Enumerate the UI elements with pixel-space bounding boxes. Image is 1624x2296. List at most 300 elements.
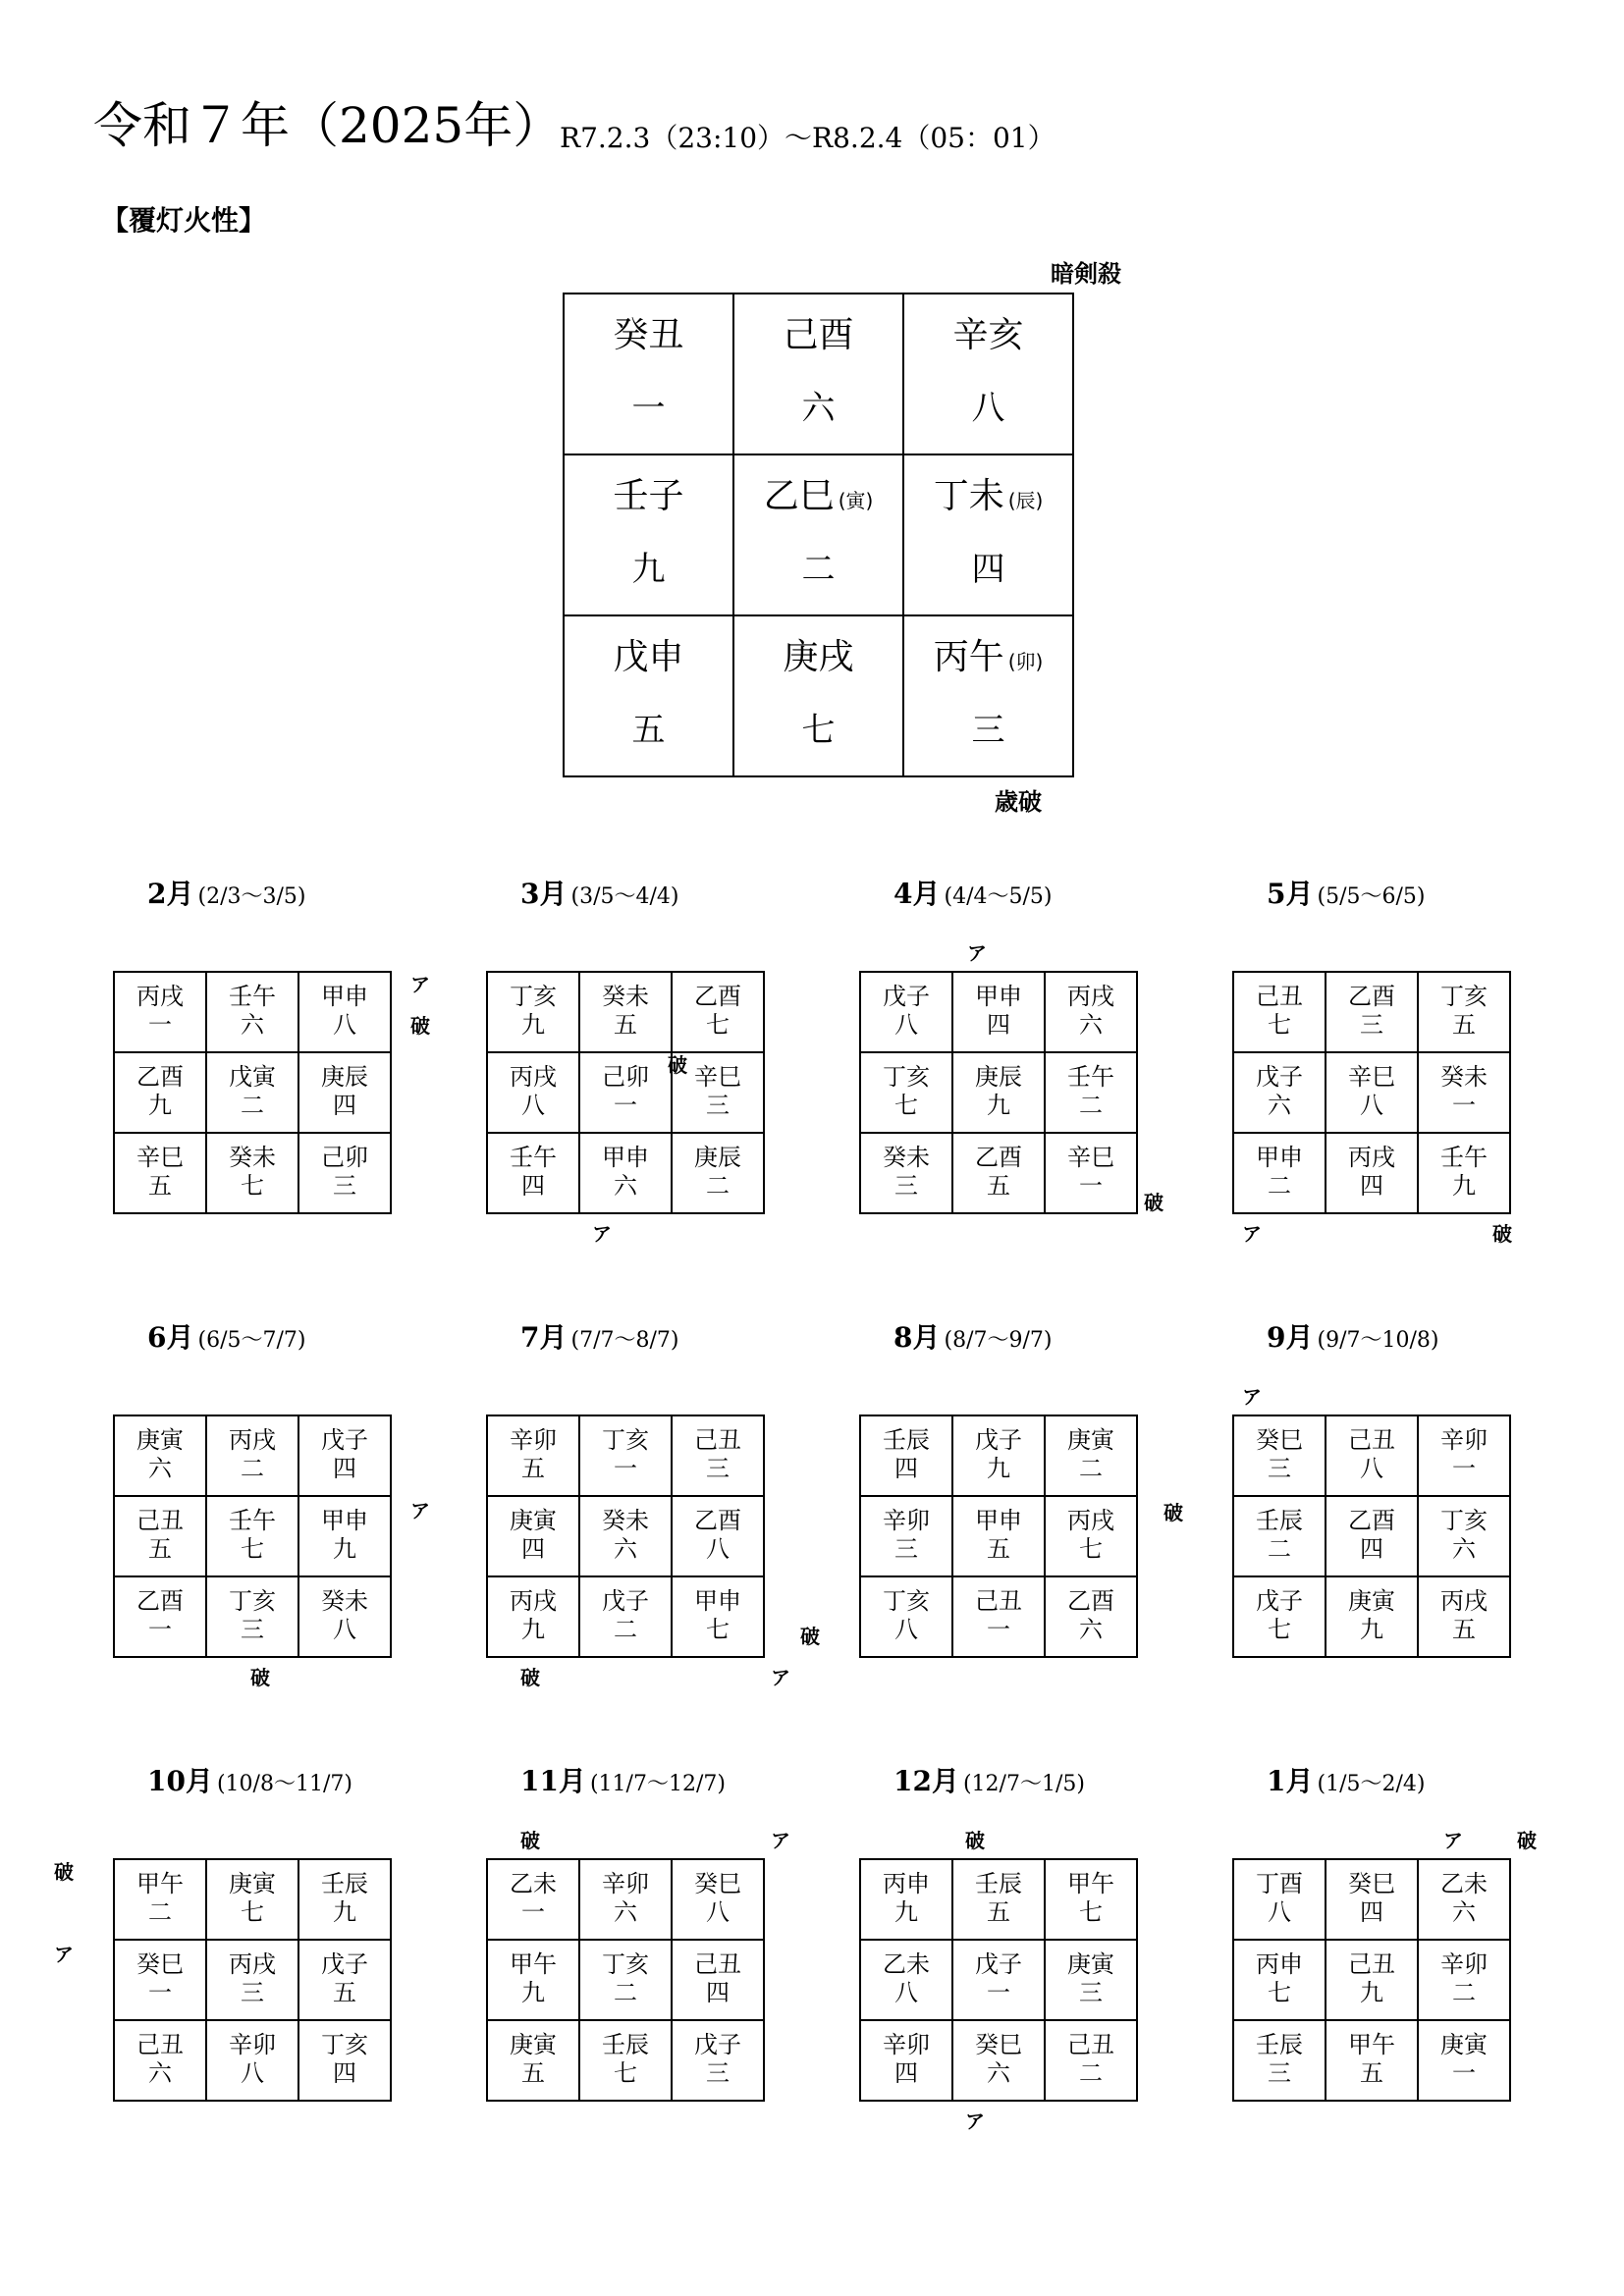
cell-stem: 庚寅 bbox=[1348, 1587, 1395, 1615]
month-cell bbox=[860, 1415, 952, 1496]
month-mark: 破 bbox=[250, 1666, 270, 1689]
annual-star: 五 bbox=[631, 711, 666, 751]
cell-star: 二 bbox=[1079, 2059, 1103, 2088]
month-grid bbox=[486, 1415, 765, 1658]
month-mark: ア bbox=[1242, 1222, 1262, 1246]
cell-stem: 丁亥 bbox=[321, 2031, 368, 2058]
month-cell bbox=[114, 1133, 206, 1213]
month-cell bbox=[1326, 1052, 1418, 1133]
cell-star: 三 bbox=[333, 1172, 356, 1201]
month-cell bbox=[579, 972, 672, 1052]
month-cell bbox=[1326, 972, 1418, 1052]
cell-star: 五 bbox=[1360, 2059, 1383, 2088]
cell-stem: 丁亥 bbox=[883, 1587, 930, 1615]
cell-stem: 甲午 bbox=[1067, 1870, 1114, 1897]
month-cell bbox=[206, 1052, 298, 1133]
month-row bbox=[487, 1415, 764, 1496]
cell-star: 四 bbox=[1360, 1535, 1383, 1564]
cell-stem: 甲申 bbox=[694, 1587, 741, 1615]
cell-star: 八 bbox=[894, 1011, 918, 1040]
annual-row bbox=[564, 454, 1073, 615]
cell-stem: 乙未 bbox=[883, 1950, 930, 1978]
month-row bbox=[114, 1576, 391, 1657]
month-cell bbox=[1045, 1415, 1137, 1496]
cell-stem: 戊子 bbox=[321, 1950, 368, 1978]
cell-stem: 庚辰 bbox=[694, 1144, 741, 1171]
cell-star: 六 bbox=[1079, 1011, 1103, 1040]
cell-star: 三 bbox=[241, 1616, 264, 1644]
month-cell bbox=[952, 1940, 1045, 2020]
month-cell bbox=[672, 1133, 764, 1213]
month-name: 1月 bbox=[1267, 1765, 1314, 1797]
cell-star: 九 bbox=[333, 1898, 356, 1927]
month-cell bbox=[1326, 1496, 1418, 1576]
month-mark: ア bbox=[771, 1829, 790, 1852]
month-row bbox=[860, 2020, 1137, 2101]
month-mark: ア bbox=[771, 1666, 790, 1689]
month-cell bbox=[860, 1133, 952, 1213]
month-mark: 破 bbox=[520, 1666, 540, 1689]
cell-star: 四 bbox=[894, 2059, 918, 2088]
month-cell bbox=[1233, 1859, 1326, 1940]
month-row bbox=[114, 1859, 391, 1940]
cell-star: 二 bbox=[1268, 1172, 1291, 1201]
month-block bbox=[447, 878, 820, 1246]
cell-stem: 壬午 bbox=[510, 1144, 557, 1171]
cell-stem: 丁亥 bbox=[1440, 983, 1488, 1010]
month-cell bbox=[1326, 1576, 1418, 1657]
cell-stem: 壬午 bbox=[1067, 1063, 1114, 1091]
annual-cell bbox=[903, 294, 1073, 454]
cell-star: 九 bbox=[521, 1616, 545, 1644]
annual-star: 九 bbox=[631, 550, 666, 590]
cell-stem: 己丑 bbox=[1067, 2031, 1114, 2058]
month-grid bbox=[1232, 1415, 1511, 1658]
cell-stem: 甲申 bbox=[321, 983, 368, 1010]
month-grid bbox=[486, 1858, 765, 2102]
cell-stem: 辛巳 bbox=[1067, 1144, 1114, 1171]
month-row bbox=[487, 972, 764, 1052]
month-row bbox=[114, 1415, 391, 1496]
cell-star: 七 bbox=[241, 1535, 264, 1564]
annual-stem-text: 戊申 bbox=[613, 637, 684, 677]
month-mark: ア bbox=[54, 1943, 74, 1966]
month-block bbox=[447, 1765, 820, 2088]
month-mark: ア bbox=[967, 941, 987, 965]
month-grid bbox=[113, 1858, 392, 2102]
cell-stem: 癸巳 bbox=[1256, 1426, 1303, 1454]
month-row bbox=[1233, 1415, 1510, 1496]
month-cell bbox=[579, 1415, 672, 1496]
cell-stem: 戊子 bbox=[975, 1426, 1022, 1454]
cell-star: 二 bbox=[1452, 1979, 1476, 2007]
month-name: 9月 bbox=[1267, 1321, 1314, 1354]
month-cell bbox=[206, 1496, 298, 1576]
month-row bbox=[860, 972, 1137, 1052]
month-label bbox=[893, 878, 1053, 910]
cell-star: 一 bbox=[521, 1898, 545, 1927]
cell-star: 七 bbox=[241, 1898, 264, 1927]
month-range: (5/5～6/5) bbox=[1317, 884, 1426, 909]
cell-stem: 壬辰 bbox=[321, 1870, 368, 1897]
annual-star: 二 bbox=[801, 550, 836, 590]
month-cell bbox=[1418, 1859, 1510, 1940]
month-mark: 破 bbox=[410, 1014, 430, 1038]
cell-stem: 辛卯 bbox=[229, 2031, 276, 2058]
cell-stem: 丙申 bbox=[883, 1870, 930, 1897]
cell-stem: 戊子 bbox=[883, 983, 930, 1010]
month-grid bbox=[1232, 971, 1511, 1214]
month-label bbox=[1267, 1321, 1439, 1354]
annual-stem-text: 癸丑 bbox=[613, 315, 684, 355]
month-mark: ア bbox=[592, 1222, 612, 1246]
cell-star: 七 bbox=[614, 2059, 637, 2088]
month-block bbox=[74, 1321, 447, 1689]
month-cell bbox=[952, 1859, 1045, 1940]
cell-stem: 丙戌 bbox=[229, 1950, 276, 1978]
cell-stem: 甲午 bbox=[1348, 2031, 1395, 2058]
annual-cell bbox=[733, 294, 903, 454]
month-cell bbox=[1045, 972, 1137, 1052]
month-cell bbox=[206, 1940, 298, 2020]
cell-stem: 癸未 bbox=[321, 1587, 368, 1615]
month-block bbox=[820, 878, 1193, 1214]
cell-stem: 乙酉 bbox=[1067, 1587, 1114, 1615]
nature-label: 【覆灯火性】 bbox=[101, 204, 267, 237]
month-cell bbox=[487, 1496, 579, 1576]
cell-stem: 戊子 bbox=[1256, 1587, 1303, 1615]
month-name: 3月 bbox=[520, 878, 568, 910]
month-cell bbox=[672, 1576, 764, 1657]
cell-star: 二 bbox=[148, 1898, 172, 1927]
cell-star: 九 bbox=[894, 1898, 918, 1927]
cell-stem: 庚寅 bbox=[136, 1426, 184, 1454]
month-cell bbox=[579, 1940, 672, 2020]
month-row bbox=[1233, 1940, 1510, 2020]
month-cell bbox=[1418, 1133, 1510, 1213]
month-name: 2月 bbox=[147, 878, 194, 910]
month-cell bbox=[114, 1052, 206, 1133]
cell-stem: 壬午 bbox=[229, 1507, 276, 1534]
cell-stem: 己丑 bbox=[694, 1950, 741, 1978]
cell-star: 一 bbox=[987, 1979, 1010, 2007]
month-cell bbox=[579, 1496, 672, 1576]
cell-star: 七 bbox=[1079, 1898, 1103, 1927]
month-row bbox=[1233, 1576, 1510, 1657]
month-label bbox=[1267, 1765, 1426, 1797]
cell-stem: 庚寅 bbox=[510, 1507, 557, 1534]
cell-star: 九 bbox=[1360, 1979, 1383, 2007]
month-cell bbox=[114, 972, 206, 1052]
month-cell bbox=[952, 1052, 1045, 1133]
month-row bbox=[1233, 1859, 1510, 1940]
month-cell bbox=[487, 2020, 579, 2101]
cell-star: 八 bbox=[1268, 1898, 1291, 1927]
cell-star: 四 bbox=[706, 1979, 730, 2007]
annual-stem bbox=[565, 475, 732, 517]
cell-stem: 乙酉 bbox=[136, 1063, 184, 1091]
cell-stem: 辛卯 bbox=[510, 1426, 557, 1454]
cell-stem: 丁亥 bbox=[602, 1950, 649, 1978]
annual-cell bbox=[564, 294, 733, 454]
cell-star: 九 bbox=[521, 1979, 545, 2007]
cell-star: 五 bbox=[987, 1898, 1010, 1927]
cell-star: 八 bbox=[706, 1535, 730, 1564]
cell-star: 三 bbox=[706, 1092, 730, 1120]
cell-stem: 庚寅 bbox=[1067, 1426, 1114, 1454]
cell-stem: 己丑 bbox=[694, 1426, 741, 1454]
annual-stem bbox=[734, 636, 902, 678]
month-cell bbox=[672, 2020, 764, 2101]
annual-star: 七 bbox=[801, 711, 836, 751]
month-cell bbox=[672, 1859, 764, 1940]
cell-star: 九 bbox=[521, 1011, 545, 1040]
cell-stem: 庚寅 bbox=[1440, 2031, 1488, 2058]
month-cell bbox=[1045, 1576, 1137, 1657]
month-cell bbox=[1418, 2020, 1510, 2101]
month-cell bbox=[1045, 1496, 1137, 1576]
cell-star: 一 bbox=[148, 1616, 172, 1644]
cell-stem: 丁亥 bbox=[510, 983, 557, 1010]
cell-star: 三 bbox=[706, 2059, 730, 2088]
cell-stem: 丁酉 bbox=[1256, 1870, 1303, 1897]
month-cell bbox=[579, 1576, 672, 1657]
month-mark: ア bbox=[1443, 1829, 1463, 1852]
annual-stem-text: 壬子 bbox=[613, 476, 684, 516]
month-grid bbox=[859, 1415, 1138, 1658]
month-cell bbox=[952, 1496, 1045, 1576]
month-row bbox=[487, 1496, 764, 1576]
month-range: (7/7～8/7) bbox=[570, 1328, 679, 1353]
month-grid bbox=[113, 971, 392, 1214]
month-name: 6月 bbox=[147, 1321, 194, 1354]
month-cell bbox=[487, 972, 579, 1052]
cell-stem: 丙戌 bbox=[136, 983, 184, 1010]
month-range: (9/7～10/8) bbox=[1317, 1328, 1439, 1353]
cell-stem: 壬辰 bbox=[1256, 1507, 1303, 1534]
month-mark: 破 bbox=[520, 1829, 540, 1852]
month-cell bbox=[206, 972, 298, 1052]
month-name: 4月 bbox=[893, 878, 941, 910]
month-range: (10/8～11/7) bbox=[216, 1772, 352, 1796]
month-cell bbox=[1326, 1133, 1418, 1213]
month-cell bbox=[487, 1133, 579, 1213]
cell-star: 九 bbox=[1452, 1172, 1476, 1201]
month-label bbox=[1267, 878, 1426, 910]
cell-stem: 戊子 bbox=[1256, 1063, 1303, 1091]
cell-star: 五 bbox=[987, 1172, 1010, 1201]
month-cell bbox=[672, 1415, 764, 1496]
month-label bbox=[520, 1765, 726, 1797]
cell-stem: 丙戌 bbox=[1067, 1507, 1114, 1534]
month-cell bbox=[487, 1940, 579, 2020]
cell-star: 一 bbox=[987, 1616, 1010, 1644]
month-cell bbox=[1233, 1940, 1326, 2020]
cell-star: 六 bbox=[148, 1455, 172, 1483]
month-cell bbox=[952, 2020, 1045, 2101]
month-label bbox=[147, 1765, 352, 1797]
month-cell bbox=[298, 1940, 391, 2020]
annual-cell bbox=[733, 454, 903, 615]
month-row bbox=[860, 1133, 1137, 1213]
cell-star: 二 bbox=[614, 1979, 637, 2007]
cell-star: 五 bbox=[987, 1535, 1010, 1564]
cell-star: 四 bbox=[1360, 1172, 1383, 1201]
cell-stem: 乙酉 bbox=[694, 983, 741, 1010]
cell-stem: 戊子 bbox=[602, 1587, 649, 1615]
annual-star: 三 bbox=[971, 711, 1005, 751]
month-row bbox=[860, 1496, 1137, 1576]
cell-stem: 乙酉 bbox=[694, 1507, 741, 1534]
month-label bbox=[520, 1321, 679, 1354]
month-grid bbox=[486, 971, 765, 1214]
cell-star: 五 bbox=[1452, 1616, 1476, 1644]
month-cell bbox=[1233, 972, 1326, 1052]
month-cell bbox=[206, 2020, 298, 2101]
cell-stem: 壬午 bbox=[1440, 1144, 1488, 1171]
cell-stem: 庚辰 bbox=[321, 1063, 368, 1091]
cell-star: 一 bbox=[614, 1092, 637, 1120]
month-range: (4/4～5/5) bbox=[944, 884, 1053, 909]
month-row bbox=[114, 1496, 391, 1576]
cell-star: 七 bbox=[1268, 1011, 1291, 1040]
month-row bbox=[487, 2020, 764, 2101]
cell-stem: 丁亥 bbox=[602, 1426, 649, 1454]
cell-star: 六 bbox=[987, 2059, 1010, 2088]
cell-star: 四 bbox=[333, 1092, 356, 1120]
month-block bbox=[800, 1321, 1193, 1648]
annual-sub: (寅) bbox=[838, 489, 874, 512]
cell-star: 八 bbox=[333, 1011, 356, 1040]
cell-star: 三 bbox=[1360, 1011, 1383, 1040]
cell-star: 五 bbox=[1452, 1011, 1476, 1040]
month-cell bbox=[298, 1576, 391, 1657]
month-cell bbox=[672, 1496, 764, 1576]
annual-grid bbox=[563, 293, 1074, 777]
cell-star: 二 bbox=[614, 1616, 637, 1644]
cell-star: 八 bbox=[333, 1616, 356, 1644]
cell-star: 三 bbox=[1268, 2059, 1291, 2088]
month-row bbox=[114, 2020, 391, 2101]
cell-star: 五 bbox=[521, 2059, 545, 2088]
cell-stem: 己卯 bbox=[321, 1144, 368, 1171]
cell-stem: 丙戌 bbox=[510, 1063, 557, 1091]
cell-stem: 庚寅 bbox=[510, 2031, 557, 2058]
annual-star: 一 bbox=[631, 389, 666, 429]
month-mark: ア bbox=[410, 973, 430, 996]
cell-star: 八 bbox=[1360, 1092, 1383, 1120]
month-grid bbox=[113, 1415, 392, 1658]
month-cell bbox=[860, 1576, 952, 1657]
annual-stem-text: 乙巳 bbox=[763, 476, 835, 516]
month-cell bbox=[1418, 1576, 1510, 1657]
month-range: (3/5～4/4) bbox=[570, 884, 679, 909]
month-cell bbox=[1233, 1415, 1326, 1496]
month-grid bbox=[859, 1858, 1138, 2102]
month-row bbox=[860, 1940, 1137, 2020]
cell-star: 五 bbox=[148, 1535, 172, 1564]
cell-star: 七 bbox=[706, 1011, 730, 1040]
cell-star: 四 bbox=[521, 1535, 545, 1564]
month-name: 5月 bbox=[1267, 878, 1314, 910]
month-cell bbox=[860, 2020, 952, 2101]
month-cell bbox=[114, 1859, 206, 1940]
cell-star: 八 bbox=[894, 1979, 918, 2007]
month-cell bbox=[1045, 1940, 1137, 2020]
month-row bbox=[860, 1415, 1137, 1496]
cell-star: 六 bbox=[1452, 1898, 1476, 1927]
cell-stem: 乙酉 bbox=[136, 1587, 184, 1615]
annual-stem-text: 己酉 bbox=[783, 315, 854, 355]
cell-stem: 丙戌 bbox=[1440, 1587, 1488, 1615]
cell-star: 四 bbox=[987, 1011, 1010, 1040]
month-cell bbox=[1233, 1496, 1326, 1576]
month-cell bbox=[487, 1052, 579, 1133]
month-cell bbox=[206, 1576, 298, 1657]
month-cell bbox=[298, 1052, 391, 1133]
month-cell bbox=[672, 1940, 764, 2020]
month-row bbox=[114, 1940, 391, 2020]
month-mark: 破 bbox=[54, 1860, 74, 1884]
month-row bbox=[1233, 1496, 1510, 1576]
cell-star: 五 bbox=[614, 1011, 637, 1040]
annual-bottom-note: 歳破 bbox=[995, 788, 1042, 816]
cell-stem: 癸巳 bbox=[136, 1950, 184, 1978]
cell-stem: 丁亥 bbox=[1440, 1507, 1488, 1534]
annual-stem bbox=[734, 314, 902, 356]
month-cell bbox=[487, 1859, 579, 1940]
month-cell bbox=[1233, 1576, 1326, 1657]
month-mark: 破 bbox=[965, 1829, 985, 1852]
month-mark: 破 bbox=[668, 1053, 687, 1077]
month-range: (12/7～1/5) bbox=[962, 1772, 1085, 1796]
month-cell bbox=[1045, 1133, 1137, 1213]
month-cell bbox=[952, 1133, 1045, 1213]
month-cell bbox=[860, 1496, 952, 1576]
month-block bbox=[1193, 1765, 1566, 2088]
cell-stem: 己丑 bbox=[136, 2031, 184, 2058]
annual-cell bbox=[733, 615, 903, 776]
annual-stem-text: 丁未 bbox=[933, 476, 1004, 516]
cell-stem: 辛卯 bbox=[602, 1870, 649, 1897]
annual-stem bbox=[734, 475, 902, 517]
cell-stem: 癸未 bbox=[883, 1144, 930, 1171]
cell-star: 三 bbox=[894, 1535, 918, 1564]
month-cell bbox=[579, 2020, 672, 2101]
month-name: 10月 bbox=[147, 1765, 213, 1797]
month-cell bbox=[1233, 1133, 1326, 1213]
cell-star: 一 bbox=[148, 1979, 172, 2007]
month-label bbox=[893, 1765, 1085, 1797]
month-row bbox=[1233, 1133, 1510, 1213]
cell-stem: 甲申 bbox=[975, 983, 1022, 1010]
month-cell bbox=[298, 1415, 391, 1496]
month-block bbox=[54, 1765, 447, 2088]
annual-stem bbox=[565, 314, 732, 356]
month-cell bbox=[1045, 1859, 1137, 1940]
month-row bbox=[114, 972, 391, 1052]
month-row bbox=[860, 1859, 1137, 1940]
cell-stem: 乙酉 bbox=[1348, 1507, 1395, 1534]
cell-star: 九 bbox=[987, 1092, 1010, 1120]
cell-star: 三 bbox=[1268, 1455, 1291, 1483]
annual-sub: (卯) bbox=[1007, 650, 1044, 673]
cell-star: 六 bbox=[148, 2059, 172, 2088]
month-mark: 破 bbox=[800, 1625, 820, 1648]
month-cell bbox=[860, 1940, 952, 2020]
cell-stem: 癸未 bbox=[602, 1507, 649, 1534]
month-cell bbox=[579, 1052, 672, 1133]
